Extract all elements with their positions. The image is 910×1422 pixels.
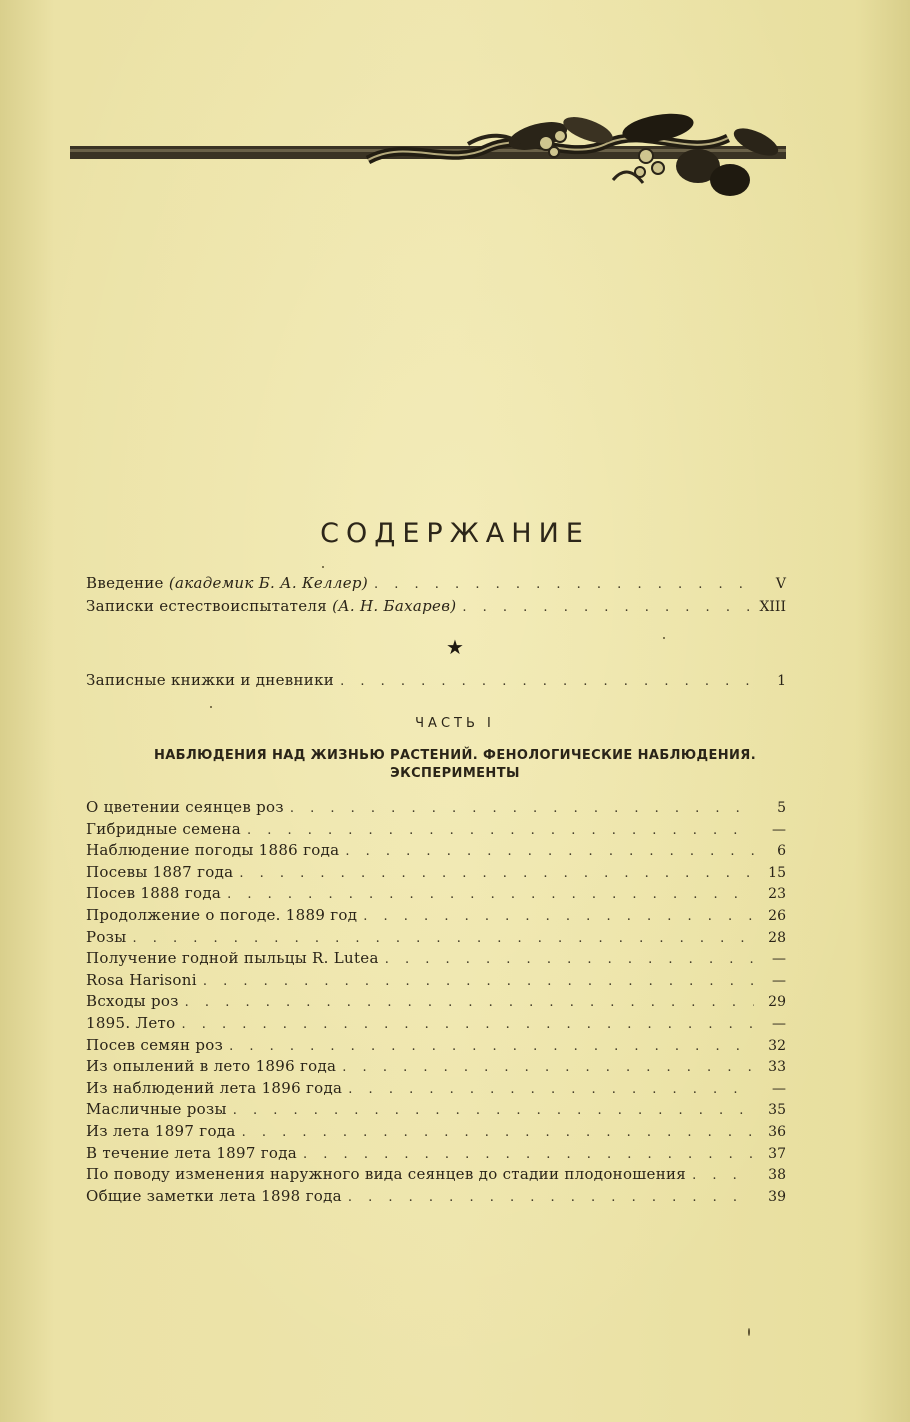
toc-entry[interactable] (86, 1055, 786, 1077)
toc-entry[interactable] (86, 1163, 786, 1185)
dot-leader (462, 597, 753, 619)
entry-label: Гибридные семена (86, 819, 241, 838)
paper-speck (322, 566, 324, 568)
dot-leader (374, 574, 754, 596)
part-label: ЧАСТЬ I (415, 716, 495, 731)
entry-label: Из наблюдений лета 1896 года (86, 1078, 343, 1097)
entry-label: О цветении сеянцев роз (86, 798, 284, 816)
toc-entry[interactable] (86, 904, 786, 926)
toc-entry[interactable] (86, 1098, 786, 1120)
entry-page-number: 38 (768, 1167, 786, 1184)
entry-page-number: 5 (777, 800, 786, 816)
toc-entry[interactable] (86, 969, 786, 991)
part-title: НАБЛЮДЕНИЯ НАД ЖИЗНЬЮ РАСТЕНИЙ. ФЕНОЛОГИЧЕСКИЕ НАБЛЮДЕНИЯ. ЭКСПЕРИМЕНТЫ (153, 748, 757, 781)
entry-page-number: 32 (768, 1037, 786, 1054)
floral-rod-ornament-icon (68, 108, 792, 218)
entry-page-number: — (772, 821, 786, 838)
entry-page-number: 37 (768, 1145, 786, 1162)
entry-label: Посев семян роз (86, 1035, 224, 1054)
entry-page-number: 36 (768, 1124, 786, 1140)
entry-label: Получение годной пыльцы R. Lutea (86, 949, 379, 968)
dot-leader (340, 671, 754, 693)
entry-page-number: 33 (768, 1059, 786, 1076)
entry-label: По поводу изменения наружного вида сеянцев до стадии плодоношения (86, 1165, 687, 1184)
entry-label: Из лета 1897 года (86, 1122, 236, 1140)
entry-label: Общие заметки лета 1898 года (86, 1186, 342, 1205)
toc-entry[interactable] (86, 1012, 786, 1034)
entry-label: Посев 1888 года (86, 884, 222, 903)
entry-page-number: 23 (768, 886, 786, 903)
toc-entry[interactable] (86, 861, 786, 883)
toc-entry[interactable] (86, 839, 786, 861)
toc-entry[interactable] (86, 796, 786, 818)
entry-page-number: 35 (768, 1102, 786, 1119)
toc-entry[interactable] (86, 818, 786, 840)
entry-page-number: — (772, 1080, 786, 1097)
paper-speck (748, 1328, 750, 1336)
entry-page-number: XIII (759, 599, 786, 615)
entry-label: Из опылений в лето 1896 года (86, 1057, 337, 1076)
entry-page-number: 39 (768, 1188, 786, 1205)
toc-entry[interactable] (86, 947, 786, 969)
page-title: СОДЕРЖАНИЕ (320, 518, 590, 549)
toc-entry-introduction[interactable] (86, 572, 786, 594)
entry-label: Масличные розы (86, 1100, 227, 1119)
toc-entry[interactable] (86, 926, 786, 948)
entry-label: Продолжение о погоде. 1889 год (86, 906, 358, 924)
entry-label: Розы (86, 927, 127, 946)
entry-label: Rosa Harisoni (86, 970, 197, 989)
entry-page-number: 6 (777, 843, 786, 860)
entry-page-number: — (772, 951, 786, 968)
entry-label: Наблюдение погоды 1886 года (86, 841, 340, 860)
toc-entry[interactable] (86, 882, 786, 904)
dot-leader (348, 1187, 754, 1209)
paper-speck (663, 637, 665, 639)
entry-label: Записные книжки и дневники (86, 671, 335, 689)
star-icon: ★ (446, 635, 464, 659)
toc-entry[interactable] (86, 1120, 786, 1142)
entry-page-number: — (772, 1016, 786, 1032)
entry-label: В течение лета 1897 года (86, 1143, 298, 1162)
entry-page-number: V (775, 576, 786, 592)
toc-entry[interactable] (86, 990, 786, 1012)
entry-page-number: 26 (768, 908, 786, 924)
toc-entry[interactable] (86, 1077, 786, 1099)
entry-label: Записки естествоиспытателя (А. Н. Бахарев) (86, 597, 457, 615)
toc-entry-naturalist-notes[interactable] (86, 595, 786, 617)
toc-entry[interactable] (86, 1185, 786, 1207)
entry-label: Введение (академик Б. А. Келлер) (86, 574, 368, 592)
toc-entry[interactable] (86, 1142, 786, 1164)
entry-page-number: 29 (768, 994, 786, 1011)
toc-entry[interactable] (86, 1034, 786, 1056)
entry-page-number: 1 (777, 673, 786, 689)
entry-page-number: 15 (768, 864, 786, 881)
paper-speck (210, 706, 212, 708)
entry-page-number: — (772, 972, 786, 989)
entry-label: Всходы роз (86, 992, 179, 1011)
entry-label: 1895. Лето (86, 1014, 176, 1032)
entry-page-number: 28 (768, 929, 786, 946)
entry-label: Посевы 1887 года (86, 862, 234, 881)
toc-entry-notebooks[interactable] (86, 669, 786, 691)
